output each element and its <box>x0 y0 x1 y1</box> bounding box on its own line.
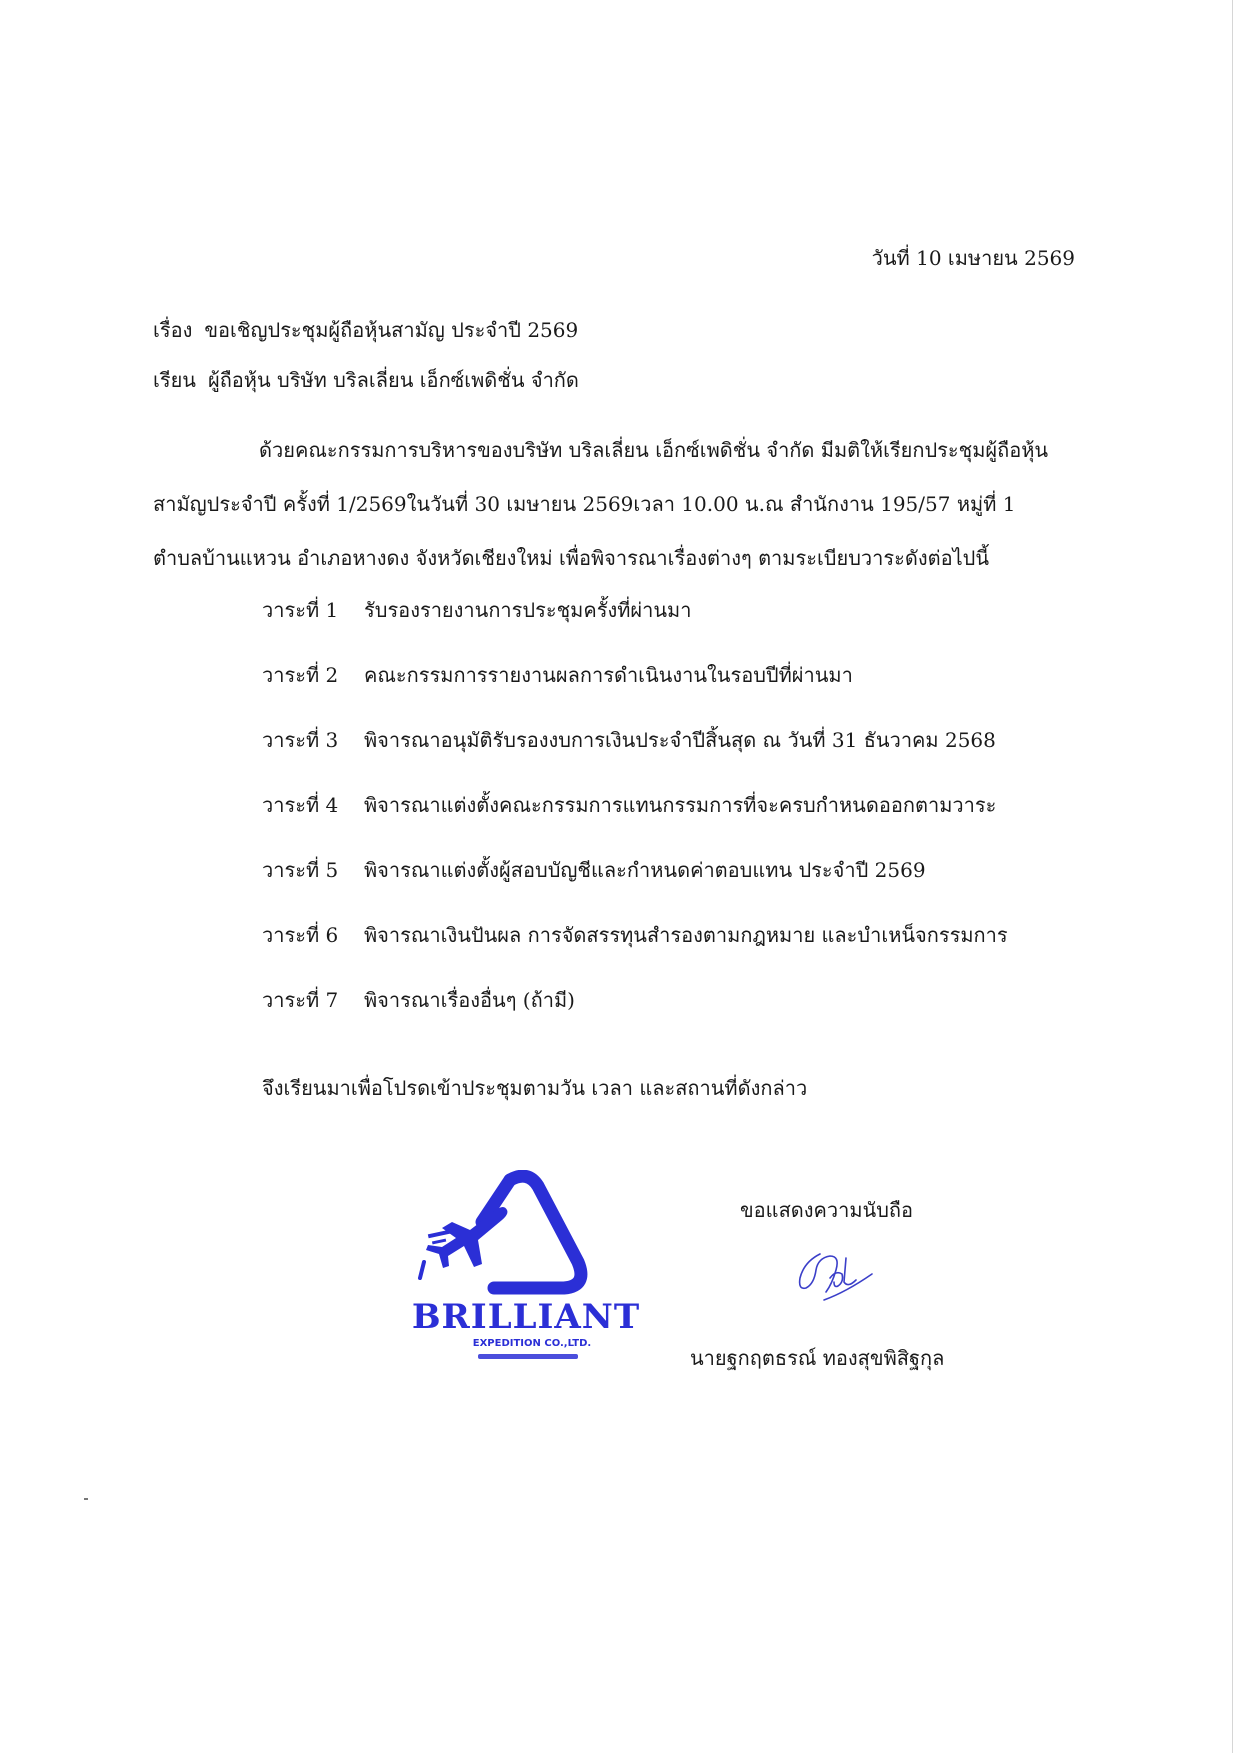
agenda-number: วาระที่ 2 <box>262 663 339 687</box>
agenda-item <box>262 791 1008 819</box>
signer-name: นายฐกฤตธรณ์ ทองสุขพิสิฐกุล <box>690 1346 945 1370</box>
agenda-number: วาระที่ 1 <box>262 598 339 622</box>
agenda-text: พิจารณาอนุมัติรับรองงบการเงินประจำปีสิ้นสุด ณ วันที่ 31 ธันวาคม 2568 <box>364 728 996 752</box>
agenda-text: พิจารณาเงินปันผล การจัดสรรทุนสำรองตามกฎหมาย และบำเหน็จกรรมการ <box>364 923 1008 947</box>
agenda-item <box>262 921 1008 949</box>
body-line: สามัญประจำปี ครั้งที่ 1/2569ในวันที่ 30 เมษายน 2569เวลา 10.00 น.ณ สำนักงาน 195/57 หมู่ที่ 1 <box>153 492 1016 516</box>
agenda-list <box>262 596 1008 1051</box>
agenda-number: วาระที่ 7 <box>262 988 339 1012</box>
airplane-icon <box>426 1207 507 1268</box>
signature <box>790 1248 880 1316</box>
agenda-text: คณะกรรมการรายงานผลการดำเนินงานในรอบปีที่ผ่านมา <box>364 663 853 687</box>
agenda-item <box>262 986 1008 1014</box>
agenda-text: พิจารณาเรื่องอื่นๆ (ถ้ามี) <box>364 988 575 1012</box>
stamp-company-name: BRILLIANT <box>412 1297 641 1337</box>
agenda-item <box>262 661 1008 689</box>
body-paragraph <box>153 436 1083 598</box>
subject-label: เรื่อง <box>153 318 193 342</box>
body-line: ตำบลบ้านแหวน อำเภอหางดง จังหวัดเชียงใหม่ เพื่อพิจารณาเรื่องต่างๆ ตามระเบียบวาระดังต่อไปนี้ <box>153 546 990 570</box>
company-stamp <box>412 1170 642 1370</box>
stamp-subline: EXPEDITION CO.,LTD. <box>472 1338 592 1349</box>
agenda-item <box>262 856 1008 884</box>
recipient-text: ผู้ถือหุ้น บริษัท บริลเลี่ยน เอ็กซ์เพดิชั่น จำกัด <box>207 368 579 392</box>
recipient-label: เรียน <box>153 368 196 392</box>
agenda-number: วาระที่ 5 <box>262 858 339 882</box>
agenda-number: วาระที่ 6 <box>262 923 339 947</box>
agenda-number: วาระที่ 3 <box>262 728 339 752</box>
page-edge <box>1232 0 1233 1753</box>
recipient-line <box>153 366 579 394</box>
regards-text: ขอแสดงความนับถือ <box>740 1198 914 1222</box>
agenda-number: วาระที่ 4 <box>262 793 339 817</box>
agenda-text: พิจารณาแต่งตั้งคณะกรรมการแทนกรรมการที่จะครบกำหนดออกตามวาระ <box>364 793 997 817</box>
scan-speck <box>84 1498 88 1500</box>
agenda-item <box>262 596 1008 624</box>
closing-sentence: จึงเรียนมาเพื่อโปรดเข้าประชุมตามวัน เวลา และสถานที่ดังกล่าว <box>262 1076 808 1100</box>
agenda-text: พิจารณาแต่งตั้งผู้สอบบัญชีและกำหนดค่าตอบแทน ประจำปี 2569 <box>364 858 926 882</box>
subject-text: ขอเชิญประชุมผู้ถือหุ้นสามัญ ประจำปี 2569 <box>204 318 579 342</box>
subject-line <box>153 316 578 344</box>
agenda-item <box>262 726 1008 754</box>
agenda-text: รับรองรายงานการประชุมครั้งที่ผ่านมา <box>364 598 692 622</box>
body-line: ด้วยคณะกรรมการบริหารของบริษัท บริลเลี่ยน เอ็กซ์เพดิชั่น จำกัด มีมติให้เรียกประชุมผู้ถือหุ้น <box>259 438 1049 462</box>
letter-date: วันที่ 10 เมษายน 2569 <box>871 246 1075 270</box>
